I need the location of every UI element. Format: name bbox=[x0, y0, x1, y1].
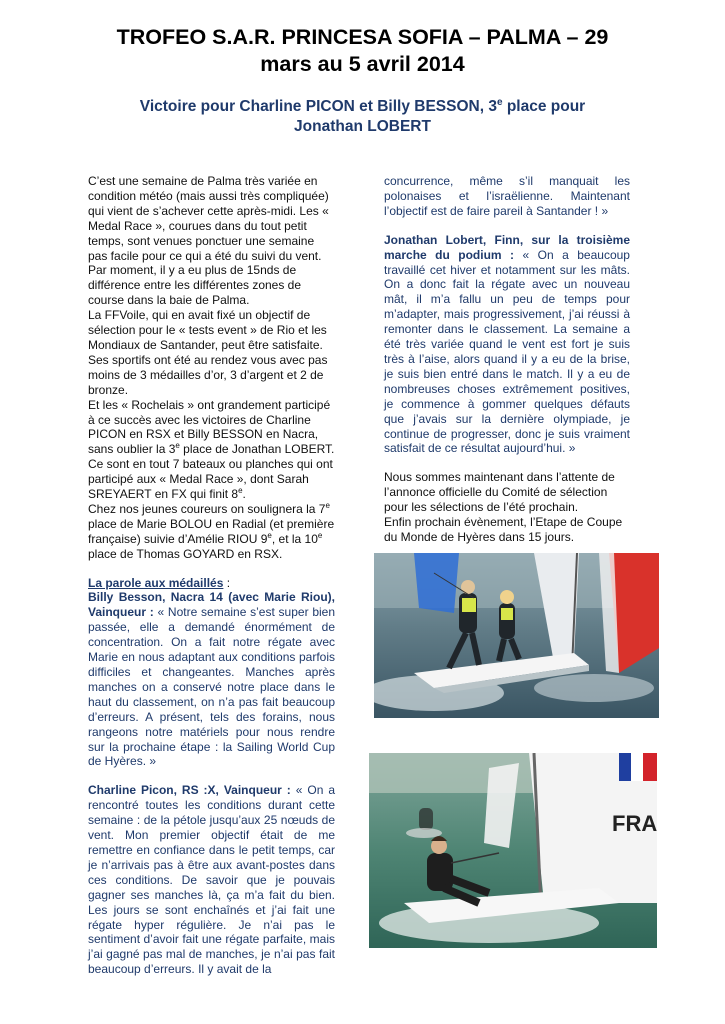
subtitle bbox=[60, 97, 665, 137]
intro-paragraph: C’est une semaine de Palma très variée en condition météo (mais aussi très compliquée) qui vient de s’achever cette après-midi. Les « Medal Race », courues dans du tout petit temps, sont venues ponctuer une semaine pas facile pour ce qui a été du suivi du vent. Par moment, il y a eu plus de 15nds de différence entre les différentes zones de course dans la baie de Palma. bbox=[88, 174, 329, 308]
left-column bbox=[88, 174, 335, 977]
rochelais-paragraph bbox=[88, 398, 335, 502]
nacra-photo-graphic bbox=[374, 553, 659, 718]
charline-heading: Charline Picon, RS :X, Vainqueur : bbox=[88, 783, 291, 798]
subtitle-line-2: Jonathan LOBERT bbox=[294, 118, 431, 135]
charline-quote-continued: concurrence, même s’il manquait les polonaises et l’israëlienne. Maintenant l’objectif est de faire pareil à Santander ! » bbox=[384, 174, 630, 218]
text-span: place de Thomas GOYARD en RSX. bbox=[88, 546, 283, 561]
subtitle-text: Victoire pour Charline PICON et Billy BESSON, 3 bbox=[139, 98, 497, 115]
text-span: place de Jonathan LOBERT. Ce sont en tout 7 bateaux ou planches qui ont participé aux « Medal Race », dont Sarah SREYAERT en FX qui finit 8 bbox=[88, 442, 335, 502]
right-column bbox=[384, 174, 630, 545]
text-span: Et les « Rochelais » ont grandement participé à ce succès avec les victoires de Charline PICON en RSX et Billy BESSON en Nacra, sans oublier la 3 bbox=[88, 397, 331, 457]
laser-photo-graphic bbox=[369, 753, 657, 948]
prochain-paragraph: Enfin prochain évènement, l’Etape de Coupe du Monde de Hyères dans 15 jours. bbox=[384, 515, 623, 544]
text-span: : bbox=[223, 575, 231, 590]
sup-e: e bbox=[325, 500, 330, 510]
lobert-quote-paragraph bbox=[384, 233, 630, 457]
laser-photo bbox=[369, 753, 657, 948]
text-span: place de Marie BOLOU en Radial (et première française) suivie d’Amélie RIOU 9 bbox=[88, 516, 335, 546]
text-span: , et la 10 bbox=[271, 531, 318, 546]
charline-quote: « On a rencontré toutes les conditions durant cette semaine : de la pétole jusqu’aux 25 nœuds de vent. Mon premier objectif était de me remettre en confiance dans le petit temps, car je n’arrivais pas à être aux avant-postes dans ces conditions. De savoir que je pouvais gagner ses manches là, ça m’a fait du bien. Les jours se sont enchaînés et j’ai fait une régate hyper régulière. Je n’ai pas le sentiment d’avoir fait une régate parfaite, mais j’ai gagné pas mal de manches, je n’ai pas fait beaucoup d’erreurs. Il y avait de la bbox=[88, 783, 336, 977]
sup-e: e bbox=[317, 530, 323, 540]
billy-quote: « Notre semaine s’est super bien passée, elle a demandé énormément de concentration. On a fait notre régate avec Marie en nous adaptant aux conditions parfois difficiles et changeantes. Manches après manches on a conservé notre place dans le haut du classement, on n’a pas fait beaucoup d’erreurs. A présent, tels des forains, nous rangeons notre matériels pour nous rendre sur la prochaine étape : la Sailing World Cup de Hyères. » bbox=[88, 605, 336, 769]
sup-e: e bbox=[267, 530, 272, 540]
sup-e: e bbox=[175, 441, 180, 451]
subtitle-sup: e bbox=[496, 97, 503, 108]
text-span: Chez nos jeunes coureurs on soulignera la 7 bbox=[88, 501, 326, 516]
text-span: . bbox=[242, 487, 246, 502]
subtitle-line-1 bbox=[60, 97, 665, 117]
page-title bbox=[40, 24, 685, 78]
lobert-quote: « On a beaucoup travaillé cet hiver et notamment sur les mâts. On a donc fait la régate avec un nouveau mât, il m’a fallu un peu de temps pour m’adapter, mais progressivement, j’ai réussi à remonter dans le classement. La semaine a été très variée quand le vent est fort je suis très à l’aise, alors quand il y a eu de la brise, je suis bien entré dans le match. Il y a eu de nombreuses choses extrêmement positives, je commence à gommer quelques défauts que j’avais sur la dernière olympiade, je continue de progresser, donc je suis vraiment satisfait de ce résultat aujourd’hui. » bbox=[384, 247, 630, 456]
parole-heading-text: La parole aux médaillés bbox=[88, 575, 224, 590]
parole-heading bbox=[88, 576, 335, 591]
attente-paragraph: Nous sommes maintenant dans l’attente de l’annonce officielle du Comité de sélection pour les sélections de l’été prochain. bbox=[384, 470, 615, 515]
billy-heading: Billy Besson, Nacra 14 (avec Marie Riou), Vainqueur : bbox=[88, 590, 335, 620]
nacra-photo bbox=[374, 553, 659, 718]
lobert-heading: Jonathan Lobert, Finn, sur la troisième marche du podium : bbox=[384, 232, 630, 262]
billy-quote-paragraph bbox=[88, 590, 335, 769]
ffvoile-paragraph: La FFVoile, qui en avait fixé un objectif de sélection pour le « tests event » de Rio et les Mondiaux de Santander, peut être satisfaite. Ses sportifs ont été au rendez vous avec pas moins de 3 médailles d’or, 3 d’argent et 2 de bronze. bbox=[88, 308, 328, 397]
sail-number: FRA bbox=[612, 811, 657, 836]
title-line-2: mars au 5 avril 2014 bbox=[260, 52, 465, 76]
subtitle-text-post: place pour bbox=[502, 98, 586, 115]
jeunes-paragraph bbox=[88, 502, 335, 562]
charline-quote-paragraph bbox=[88, 783, 335, 977]
sup-e: e bbox=[238, 486, 243, 496]
title-line-1: TROFEO S.A.R. PRINCESA SOFIA – PALMA – 29 bbox=[116, 25, 609, 49]
